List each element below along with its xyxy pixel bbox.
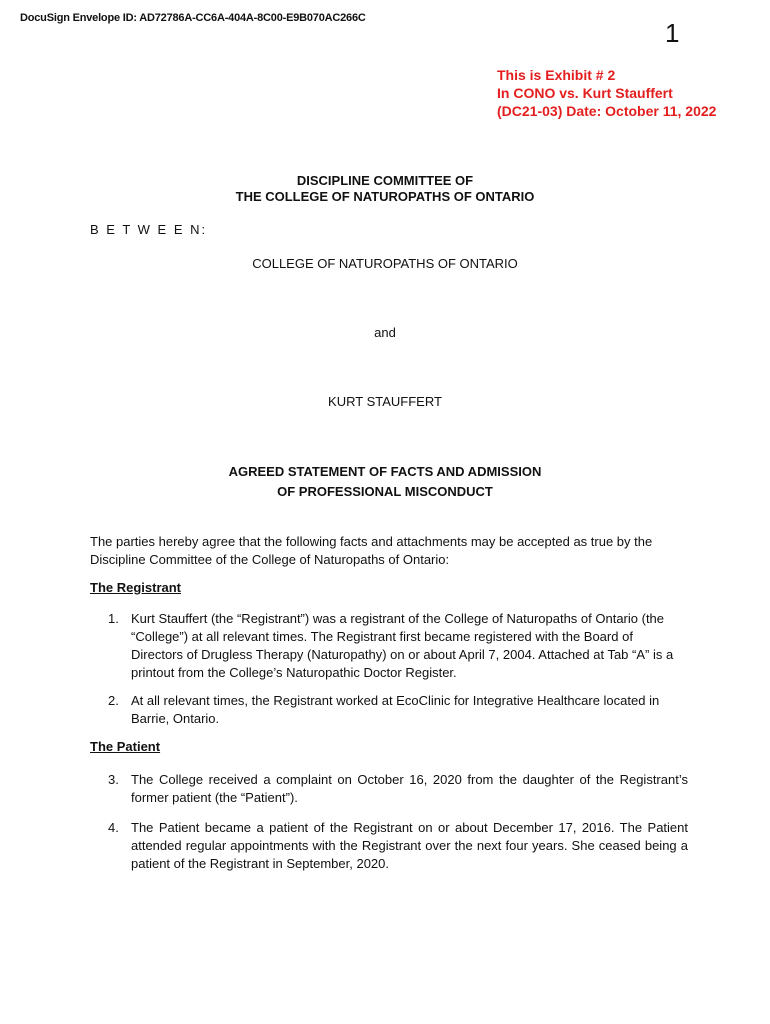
list-item-text: Kurt Stauffert (the “Registrant”) was a registrant of the College of Naturopaths of Ontario (the “College”) at all relevant times. The Registrant first became registered with the Board of Directors of Drugless Therapy (Naturopathy) on or about April 7, 2004. Attached at Tab “A” is a printout from the College’s Naturopathic Doctor Register.	[131, 611, 674, 680]
section-heading-patient: The Patient	[90, 739, 161, 754]
list-item-text: The Patient became a patient of the Registrant on or about December 17, 2016. The Patient attended regular appointments with the Registrant over the next four years. She ceased being a patient of the Registrant in September, 2020.	[131, 820, 688, 871]
list-item-number: 2.	[108, 693, 119, 708]
and-label: and	[374, 325, 396, 340]
document-title-line-1: AGREED STATEMENT OF FACTS AND ADMISSION	[228, 464, 542, 479]
list-item	[108, 692, 688, 728]
party-registrant: KURT STAUFFERT	[328, 394, 442, 409]
party-college: COLLEGE OF NATUROPATHS OF ONTARIO	[252, 256, 518, 271]
exhibit-line-3: (DC21-03) Date: October 11, 2022	[497, 103, 717, 119]
intro-paragraph: The parties hereby agree that the following facts and attachments may be accepted as true by the Discipline Committee of the College of Naturopaths of Ontario:	[90, 534, 653, 567]
list-item-number: 4.	[108, 820, 119, 835]
list-item	[108, 610, 688, 682]
document-title-line-2: OF PROFESSIONAL MISCONDUCT	[277, 484, 493, 499]
list-item-text: At all relevant times, the Registrant worked at EcoClinic for Integrative Healthcare located in Barrie, Ontario.	[131, 693, 660, 726]
list-item-number: 3.	[108, 772, 119, 787]
committee-line-1: DISCIPLINE COMMITTEE OF	[296, 173, 474, 188]
committee-title	[0, 173, 770, 205]
between-label: B E T W E E N:	[90, 222, 208, 237]
page-number: 1	[665, 18, 680, 48]
section-heading-registrant: The Registrant	[90, 580, 182, 595]
document-title	[0, 462, 770, 502]
exhibit-line-2: In CONO vs. Kurt Stauffert	[497, 85, 673, 101]
committee-line-2: THE COLLEGE OF NATUROPATHS OF ONTARIO	[235, 189, 535, 204]
list-item-number: 1.	[108, 611, 119, 626]
exhibit-stamp	[497, 66, 716, 120]
list-item	[108, 771, 688, 807]
list-item	[108, 819, 688, 873]
list-item-text: The College received a complaint on October 16, 2020 from the daughter of the Registrant’s former patient (the “Patient”).	[131, 772, 688, 805]
exhibit-line-1: This is Exhibit # 2	[497, 67, 616, 83]
docusign-envelope-id: DocuSign Envelope ID: AD72786A-CC6A-404A-8C00-E9B070AC266C	[20, 12, 366, 24]
